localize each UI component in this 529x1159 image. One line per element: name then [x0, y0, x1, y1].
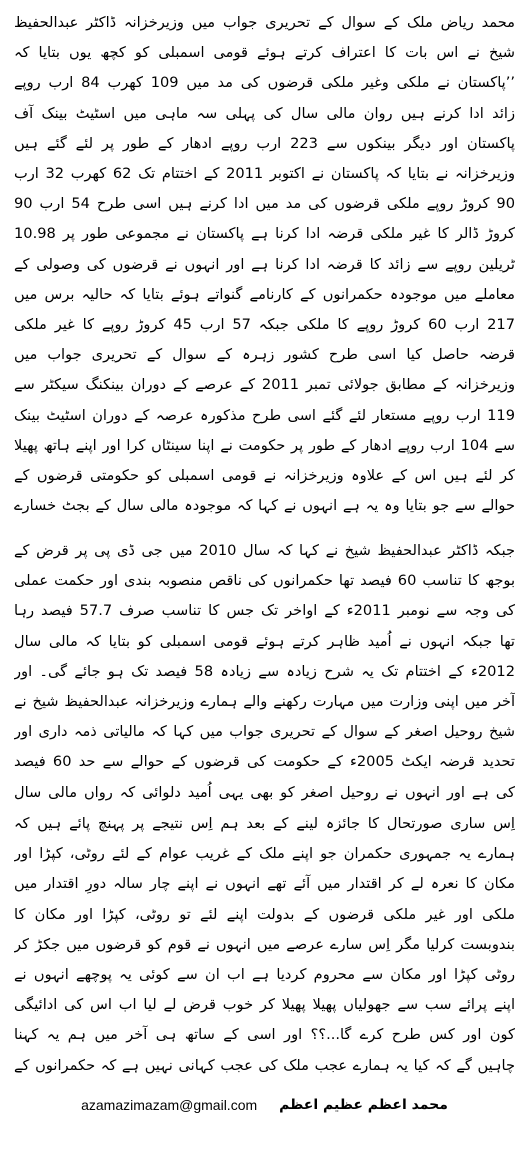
paragraph-3: اِس ساری صورتحال کا جائزہ لینے کے بعد ہم اِس نتیجے پر پہنچ پائے ہیں کہ ہمارے یہ جمہوری حکمران جو اپنے ملک کے غریب عوام کے لئے روٹی، کپڑا اور مکان کا نعرہ لے کر اقتدار میں آئے تھے انہوں نے اپنے چار سالہ دورِ اقتدار میں ملکی اور غیر ملکی قرضوں کے بدولت اپنے لئے تو روٹی، کپڑا اور مکان کا بندوبست کرلیا مگر اِس سارے عرصے میں انہوں نے قوم کو قرضوں میں جکڑ کر روٹی کپڑا اور مکان سے محروم کردیا ہے اب ان سے کوئی یہ پوچھے انہوں نے اپنے پرائے سب سے جھولیاں پھیلا پھیلا کر خوب قرض لے لیا اب اس کی ادائیگی کون اور کس طرح کرے گا...؟؟ اور اسی کے ساتھ ہی آخر میں ہم یہ کہنا چاہیں گے کہ کیا یہ ہمارے عجب ملک کی عجب کہانی نہیں ہے کہ حکمرانوں کے: [14, 815, 515, 1074]
paragraph-2: جبکہ ڈاکٹر عبدالحفیظ شیخ نے کہا کہ سال 2010 میں جی ڈی پی پر قرض کے بوجھ کا تناسب 60 فیصد تھا حکمرانوں کی ناقص منصوبہ بندی اور حکمت عملی کی وجہ سے نومبر 2011ء کے اواخر تک جس کا تناسب صرف 57.7 فیصد رہا تھا جبکہ انہوں نے اُمید ظاہر کرتے ہوئے قومی اسمبلی کو بتایا کہ مالی سال 2012ء کے اختتام تک یہ شرح زیادہ سے زیادہ 58 فیصد تک ہو جائے گی۔ اور آخر میں اپنی وزارت میں مہارت رکھنے والے ہمارے وزیرخزانہ عبدالحفیظ شیخ نے شیخ روحیل اصغر کے سوال کے تحریری جواب میں کہا کہ مالیاتی ذمہ داری اور تحدید قرضہ ایکٹ 2005ء کے حکومت کی قرضوں کے حوالے سے حد 60 فیصد کی ہے اور انہوں نے روحیل اصغر کو بھی یہی اُمید دلوائی کہ رواں مالی سال: [14, 542, 515, 801]
author-email[interactable]: azamazimazam@gmail.com: [81, 1097, 258, 1113]
signature-line: [0, 1092, 529, 1118]
paragraph-1: محمد ریاض ملک کے سوال کے تحریری جواب میں وزیرخزانہ ڈاکٹر عبدالحفیظ شیخ نے اس بات کا اعتراف کرتے ہوئے قومی اسمبلی کو کچھ یوں بتایا کہ ’’پاکستان نے ملکی وغیر ملکی قرضوں کی مد میں 109 کھرب 84 ارب روپے زائد ادا کرنے ہیں روان مالی سال کی پہلی سہ ماہی میں اسٹیٹ بینک آف پاکستان اور دیگر بینکوں سے 223 ارب روپے ادھار کے طور پر لئے گئے ہیں وزیرخزانہ نے بتایا کہ پاکستان نے اکتوبر 2011 کے اختتام تک 62 کھرب 32 ارب 90 کروڑ روپے ملکی قرضوں کی مد میں ادا کرنے ہیں اسی طرح 54 ارب 90 کروڑ ڈالر کا غیر ملکی قرضہ ادا کرنا ہے پاکستان نے مجموعی طور پر 10.98 ٹریلین روپے سے زائد کا قرضہ ادا کرنا ہے اور انہوں نے قرضوں کی وصولی کے معاملے میں موجودہ حکمرانوں کے کارنامے گنواتے ہوئے بتایا کہ حالیہ برس میں 217 ارب 60 کروڑ روپے کا ملکی جبکہ 57 ارب 45 کروڑ روپے کا غیر ملکی قرضہ حاصل کیا اسی طرح کشور زہرہ کے سوال کے تحریری جواب میں وزیرخزانہ کے مطابق جولائی تمبر 2011 کے عرصے کے دوران بینکنگ سیکٹر سے 119 ارب روپے مستعار لئے گئے اسی طرح مذکورہ عرصہ کے دوران اسٹیٹ بینک سے 104 ارب روپے ادھار کے طور پر حکومت نے اپنا سینٹاں کرا اور اپنے ہاتھ پھیلا کر لئے ہیں اس کے علاوہ وزیرخزانہ نے قومی اسمبلی کو حکومتی قرضوں کے حوالے سے جو بتایا وہ یہ ہے انہوں نے کہا کہ موجودہ مالی سال کے بجٹ خسارے: [14, 14, 515, 515]
author-name: محمد اعظم عظیم اعظم: [279, 1097, 448, 1113]
